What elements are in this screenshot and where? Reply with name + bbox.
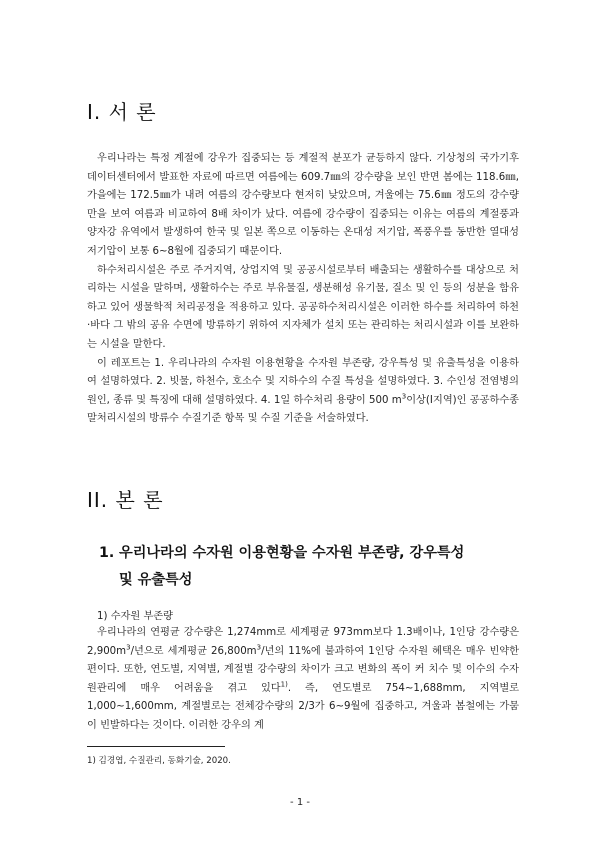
- section-title-line-2: 및 유출특성: [119, 572, 193, 588]
- subsection-title: 1) 수자원 부존량: [97, 611, 173, 622]
- footnote: 1) 김경엽, 수질관리, 동화기술, 2020.: [87, 756, 231, 766]
- body-text: [87, 624, 519, 736]
- section-title: [99, 540, 529, 594]
- body-heading: II. 본 론: [87, 488, 164, 512]
- intro-heading: I. 서 론: [87, 100, 157, 124]
- superscript-3: 3: [256, 643, 262, 652]
- body-paragraph: [87, 624, 519, 736]
- section-title-line-1: 우리나라의 수자원 이용현황을 수자원 부존량, 강우특성: [119, 545, 465, 561]
- intro-paragraph-2: 하수처리시설은 주로 주거지역, 상업지역 및 공공시설로부터 배출되는 생활하수를 대상으로 처리하는 시설을 말하며, 생활하수는 주로 부유물질, 생분해성 유기물, 질소 및 인 등의 성분을 함유하고 있어 생물학적 처리공정을 적용하고 있다. 공공하수처리시설은 이러한 하수를 처리하여 하천·바다 그 밖의 공유 수면에 방류하기 위하여 지자체가 설치 또는 관리하는 처리시설과 이를 보완하는 시설을 말한다.: [87, 264, 519, 350]
- intro-paragraph-3: [87, 355, 519, 429]
- body-paragraph-part-c: /년의 11%에 불과하여 1인당 수자원 혜택은 매우 빈약한 편이다. 또한, 연도별, 지역별, 계절별 강수량의 차이가 크고 변화의 폭이 커 치수 및 이수의 수자원관리에 매우 어려움을 겪고 있다: [87, 645, 519, 694]
- intro-text: [87, 150, 519, 429]
- body-paragraph-part-b: /년으로 세계평균 26,800m: [130, 645, 257, 657]
- page-number: - 1 -: [290, 797, 310, 808]
- superscript-3: 3: [401, 392, 407, 401]
- intro-paragraph-1: 우리나라는 특정 계절에 강우가 집중되는 등 계절적 분포가 균등하지 않다. 기상청의 국가기후데이터센터에서 발표한 자료에 따르면 여름에는 609.7㎜의 강수량을 보인 반면 봄에는 118.6㎜, 가을에는 172.5㎜가 내려 여름의 강수량보다 현저히 낮았으며, 겨울에는 75.6㎜ 정도의 강수량만을 보여 여름과 비교하여 8배 차이가 났다. 여름에 강수량이 집중되는 이유는 여름의 계절풍과 양자강 유역에서 발생하여 한국 및 일본 쪽으로 이동하는 온대성 저기압, 폭풍우를 동반한 열대성 저기압이 보통 6~8월에 집중되기 때문이다.: [87, 153, 519, 257]
- footnote-reference: 1): [280, 680, 288, 689]
- section-number: 1.: [99, 545, 115, 561]
- footnote-divider: [87, 746, 225, 747]
- intro-paragraph-3-part-a: 이 레포트는 1. 우리나라의 수자원 이용현황을 수자원 부존량, 강우특성 및 유출특성을 이용하여 설명하였다. 2. 빗물, 하천수, 호소수 및 지하수의 수질 특성을 설명하였다. 3. 수인성 전염병의 원인, 종류 및 특징에 대해 설명하였다. 4. 1일 하수처리 용량이 500 m: [87, 357, 519, 406]
- intro-paragraph-3-part-b: 이상(Ⅰ지역)인 공공하수종말처리시설의 방류수 수질기준 항목 및 수질 기준을 서술하였다.: [87, 394, 519, 425]
- superscript-3: 3: [126, 643, 131, 652]
- body-paragraph-part-a: 우리나라의 연평균 강수량은 1,274mm로 세계평균 973mm보다 1.3배이나, 1인당 강수량은 2,900m: [87, 627, 519, 657]
- body-paragraph-part-d: . 즉, 연도별로 754∼1,688mm, 지역별로 1,000∼1,600mm, 계절별로는 전체강수량의 2/3가 6∼9월에 집중하고, 겨울과 봄철에는 가뭄이 빈발하다는 것이다. 이러한 강우의 계: [87, 682, 519, 731]
